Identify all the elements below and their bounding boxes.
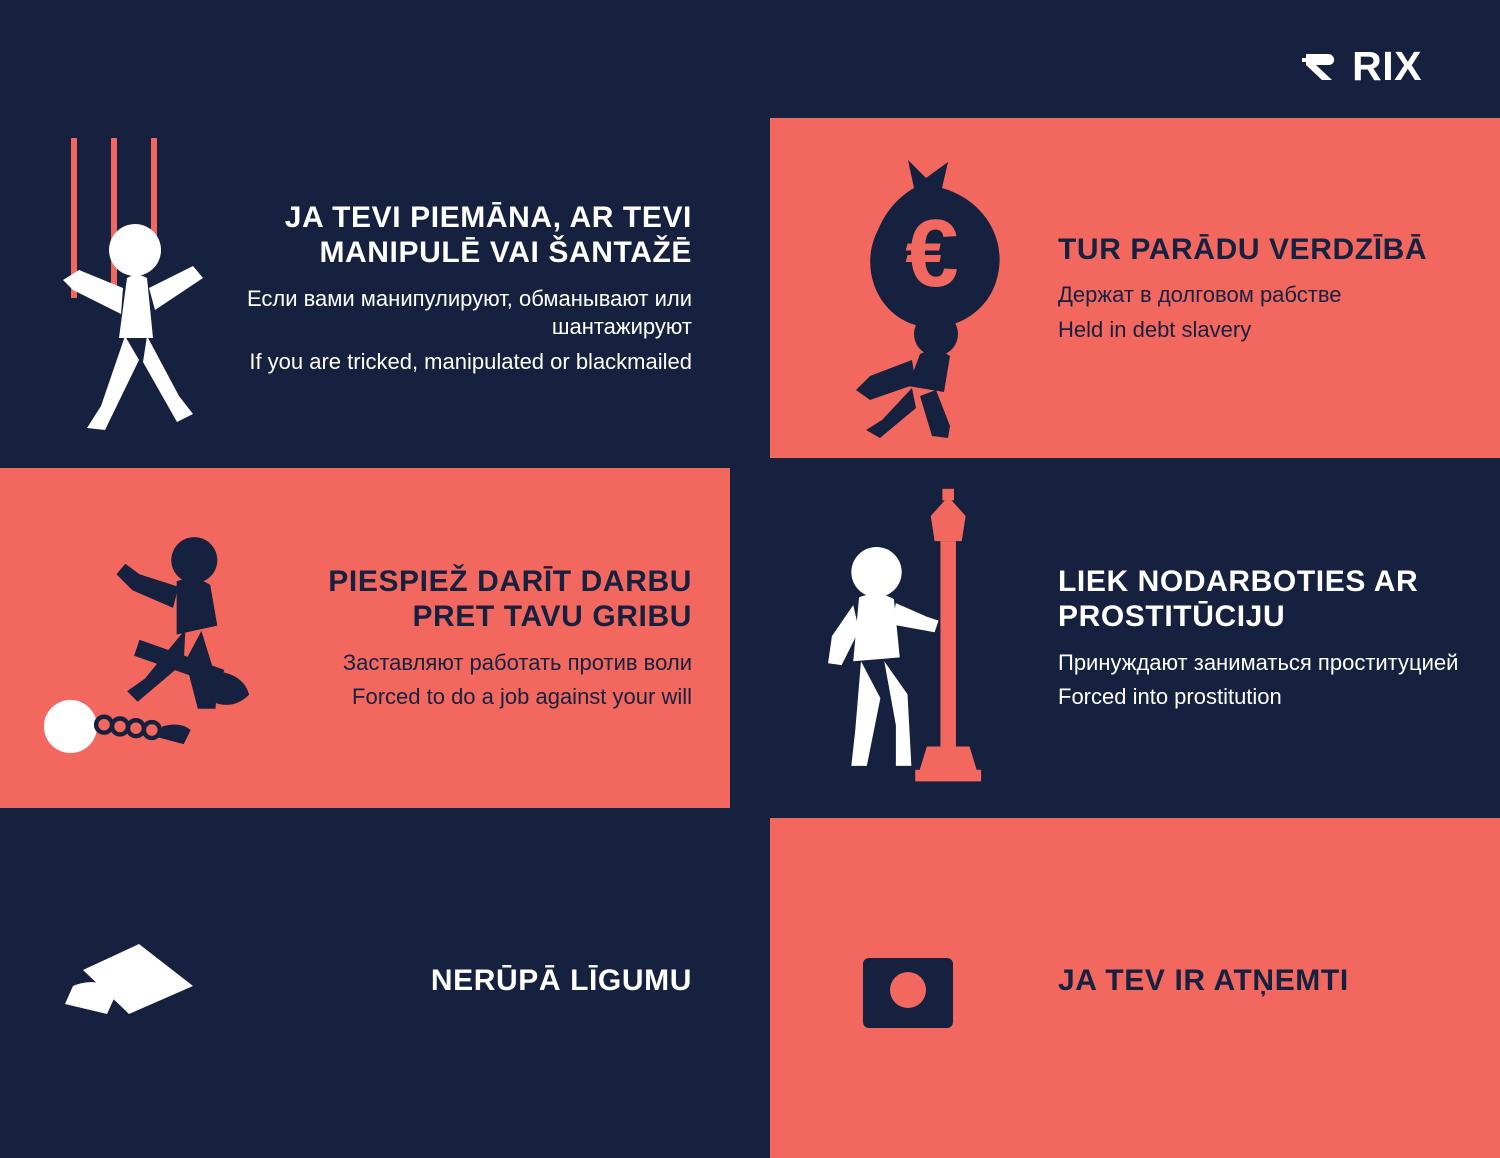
grid-gutter xyxy=(770,808,1500,818)
card-text xyxy=(258,564,702,712)
grid-gutter xyxy=(730,808,770,818)
street-lamp-person-icon xyxy=(798,468,1048,808)
grid-gutter xyxy=(0,458,730,468)
grid-gutter xyxy=(730,458,770,468)
card-title: TUR PARĀDU VERDZĪBĀ xyxy=(1058,232,1428,266)
card-text xyxy=(238,963,702,1012)
shovel-worker-ball-chain-icon xyxy=(28,468,258,808)
card-subtitle-en: Forced into prostitution xyxy=(1058,684,1282,710)
card-title: NERŪPĀ LĪGUMU xyxy=(430,964,692,998)
card-text xyxy=(1048,232,1472,345)
card-text xyxy=(238,200,702,377)
card-subtitle-en: If you are tricked, manipulated or blackmailed xyxy=(249,348,692,374)
document-hand-icon xyxy=(28,818,238,1158)
card-subtitle-en: Held in debt slavery xyxy=(1058,316,1252,342)
cards-grid xyxy=(0,118,1500,998)
card-documents-taken xyxy=(770,818,1500,1158)
card-title: JA TEVI PIEMĀNA, AR TEVI MANIPULĒ VAI ŠANTAŽĒ xyxy=(284,200,692,270)
card-text xyxy=(1048,564,1472,712)
card-title: JA TEV IR ATŅEMTI xyxy=(1058,964,1349,998)
rix-logo xyxy=(1302,44,1422,88)
card-contract xyxy=(0,818,730,1158)
card-subtitle-ru: Если вами манипулируют, обманывают или шантажируют xyxy=(246,285,692,340)
card-prostitution xyxy=(770,468,1500,808)
grid-gutter xyxy=(730,468,770,808)
rix-logo-text: RIX xyxy=(1352,42,1422,89)
card-subtitle-en: Forced to do a job against your will xyxy=(352,684,692,710)
card-manipulation xyxy=(0,118,730,458)
card-forced-labour xyxy=(0,468,730,808)
grid-gutter xyxy=(730,118,770,458)
money-bag-euro-icon xyxy=(798,118,1048,458)
card-text xyxy=(1048,963,1472,1012)
svg-text:€: € xyxy=(905,200,959,307)
grid-gutter xyxy=(770,458,1500,468)
card-title: PIESPIEŽ DARĪT DARBU PRET TAVU GRIBU xyxy=(328,565,692,634)
rix-swoosh-icon xyxy=(1302,44,1346,88)
grid-gutter xyxy=(730,818,770,1158)
card-subtitle-ru: Держат в долговом рабстве xyxy=(1058,282,1342,308)
card-subtitle-ru: Заставляют работать против воли xyxy=(342,649,692,675)
card-subtitle-ru: Принуждают заниматься проституцией xyxy=(1058,649,1459,675)
passport-icon xyxy=(798,818,1048,1158)
grid-gutter xyxy=(0,808,730,818)
puppet-marionette-icon xyxy=(28,118,238,458)
card-debt-slavery xyxy=(770,118,1500,458)
card-title: LIEK NODARBOTIES AR PROSTITŪCIJU xyxy=(1058,565,1419,634)
